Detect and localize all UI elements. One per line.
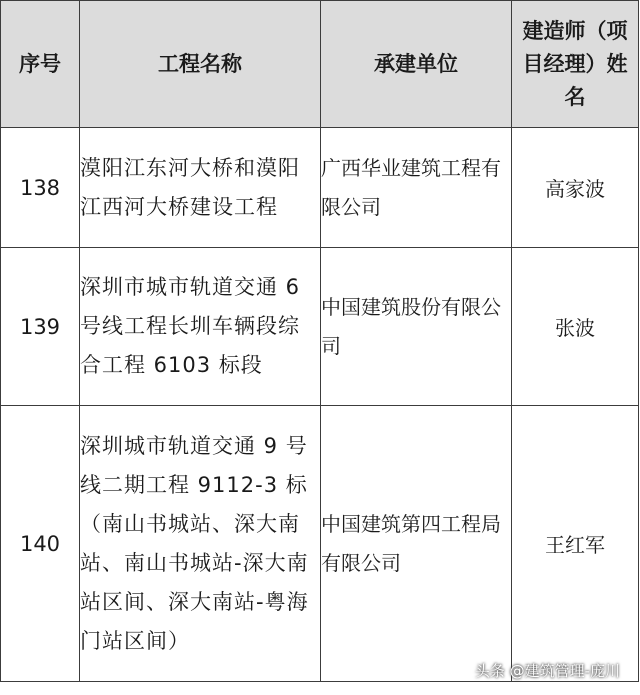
header-contractor: 承建单位 [321, 1, 512, 128]
row-contractor: 广西华业建筑工程有限公司 [321, 128, 512, 248]
watermark: 头条 @建筑管理-庞川 [474, 662, 620, 680]
row-project: 深圳市城市轨道交通 6 号线工程长圳车辆段综合工程 6103 标段 [80, 248, 321, 406]
header-builder-cell [512, 1, 639, 128]
row-contractor: 中国建筑股份有限公司 [321, 248, 512, 406]
row-no: 138 [1, 128, 80, 248]
row-no: 139 [1, 248, 80, 406]
table-row [1, 128, 639, 248]
table-row [1, 406, 639, 682]
header-builder: 建造师（项目经理）姓名 [522, 18, 628, 109]
row-builder: 高家波 [512, 128, 639, 248]
row-builder: 王红军 [512, 406, 639, 682]
row-project: 漠阳江东河大桥和漠阳江西河大桥建设工程 [80, 128, 321, 248]
header-project: 工程名称 [80, 1, 321, 128]
row-contractor: 中国建筑第四工程局有限公司 [321, 406, 512, 682]
table-header-row [1, 1, 639, 128]
row-no: 140 [1, 406, 80, 682]
header-no: 序号 [1, 1, 80, 128]
row-project: 深圳城市轨道交通 9 号线二期工程 9112-3 标（南山书城站、深大南站、南山书城站-深大南站区间、深大南站-粤海门站区间） [80, 406, 321, 682]
table-row [1, 248, 639, 406]
row-builder: 张波 [512, 248, 639, 406]
